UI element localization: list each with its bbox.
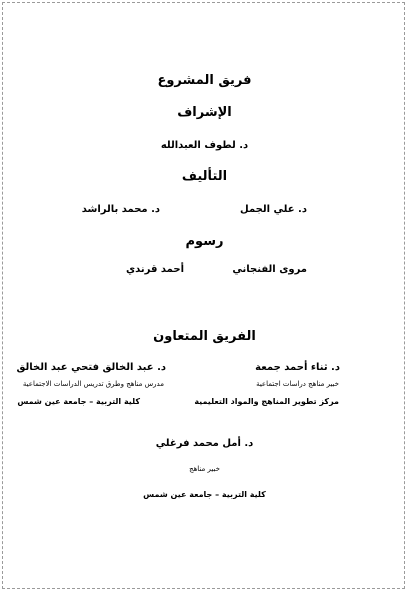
member-role: خبير مناهج دراسات اجتماعية [256,380,339,388]
member-role: مدرس مناهج وطرق تدريس الدراسات الاجتماعية [22,380,164,388]
author-name: د. علي الجمل [240,204,307,215]
illustrations-heading: رسوم [185,234,224,249]
author-name: د. محمد بالراشد [81,204,160,215]
member-role: خبير مناهج [189,465,220,473]
cooperating-team-heading: الفريق المتعاون [153,329,256,344]
member-affiliation: كلية التربية – جامعة عين شمس [17,397,140,406]
member-affiliation: مركز تطوير المناهج والمواد التعليمية [194,397,339,406]
member-name: د. ثناء أحمد جمعة [255,362,340,373]
member-name: د. عبد الخالق فتحي عبد الخالق [16,362,166,373]
page-border [2,2,405,589]
supervision-heading: الإشراف [177,105,232,120]
member-affiliation: كلية التربية – جامعة عين شمس [143,490,266,499]
supervisor-name: د. لطوف العبدالله [160,140,249,151]
project-team-title: فريق المشروع [157,73,252,88]
artist-name: مروى الفنجاني [232,264,307,275]
artist-name: أحمد قرندي [125,264,184,275]
authorship-heading: التأليف [181,169,228,184]
member-name: د. أمل محمد فرغلي [155,438,254,449]
